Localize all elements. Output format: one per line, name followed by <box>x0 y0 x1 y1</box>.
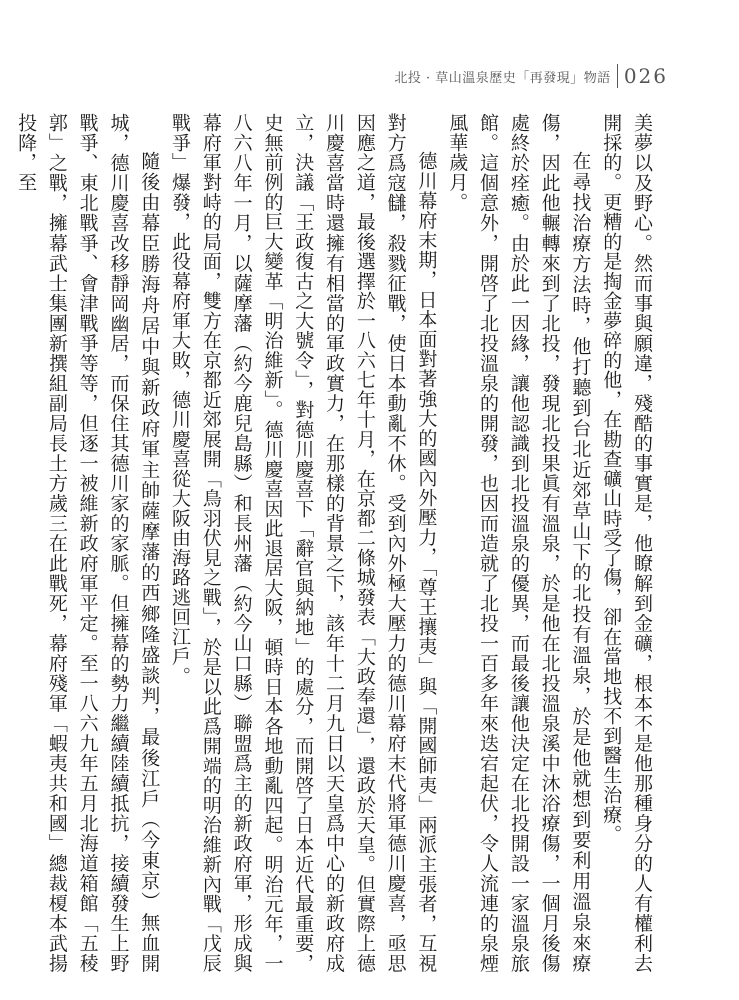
running-header <box>394 64 668 88</box>
body-text <box>10 113 657 973</box>
paragraph-4: 隨後由幕臣勝海舟居中與新政府軍主帥薩摩藩的西鄉隆盛談判，最後江戶（今東京）無血開城，德川慶喜改移靜岡幽居，而保住其德川家的家脈。但擁幕的勢力繼續陸續抵抗，接續發生上野戰爭、東北戰爭、會津戰爭等等，但逐一被維新政府軍平定。至一八六九年五月北海道箱館「五稜郭」之戰，擁幕武士集團新撰組副局長土方歲三在此戰死，幕府殘軍「蝦夷共和國」總裁榎本武揚投降，至 <box>15 113 161 973</box>
book-title: 北投 · 草山溫泉歷史「再發現」物語 <box>394 70 611 86</box>
paragraph-1: 美夢以及野心。然而事與願違，殘酷的事實是，他瞭解到金礦，根本不是他那種身分的人有權利去開採的。更糟的是掏金夢碎的他，在勘查礦山時受了傷，卻在當地找不到醫生治療。 <box>600 113 653 973</box>
header-divider <box>617 64 618 88</box>
paragraph-2: 在尋找治療方法時，他打聽到台北近郊草山下的北投有溫泉，於是他就想到要利用溫泉來療傷，因此他輾轉來到了北投，發現北投果眞有溫泉，於是他在北投溫泉溪中沐浴療傷，一個月後傷處終於痊癒。由於此一因緣，讓他認識到北投溫泉的優異，而最後讓他決定在北投開設一家溫泉旅館。這個意外，開啓了北投溫泉的開發，也因而造就了北投一百多年來迭宕起伏，令人流連的泉煙風華歲月。 <box>446 113 592 973</box>
paragraph-3: 德川幕府末期，日本面對著強大的國內外壓力，「尊王攘夷」與「開國師夷」兩派主張者，互視對方爲寇讎，殺戮征戰，使日本動亂不休。受到內外極大壓力的德川幕府末代將軍德川慶喜，亟思因應之道，最後選擇於一八六七年十月，在京都二條城發表「大政奉還」，還政於天皇。但實際上德川慶喜當時還擁有相當的軍政實力，在那樣的背景之下，該年十二月九日以天皇爲中心的新政府成立，決議「王政復古之大號令」，對德川慶喜下「辭官與納地」的處分，而開啓了日本近代最重要，史無前例的巨大變革「明治維新」。德川慶喜因此退居大阪，頓時日本各地動亂四起。明治元年，一八六八年一月，以薩摩藩（約今鹿兒島縣）和長州藩（約今山口縣）聯盟爲主的新政府軍，形成與幕府軍對峙的局面，雙方在京都近郊展開「鳥羽伏見之戰」，於是以此爲開端的明治維新內戰「戊辰戰爭」爆發，此役幕府軍大敗，德川慶喜從大阪由海路逃回江戶。 <box>169 113 438 973</box>
page-number: 026 <box>623 64 668 88</box>
